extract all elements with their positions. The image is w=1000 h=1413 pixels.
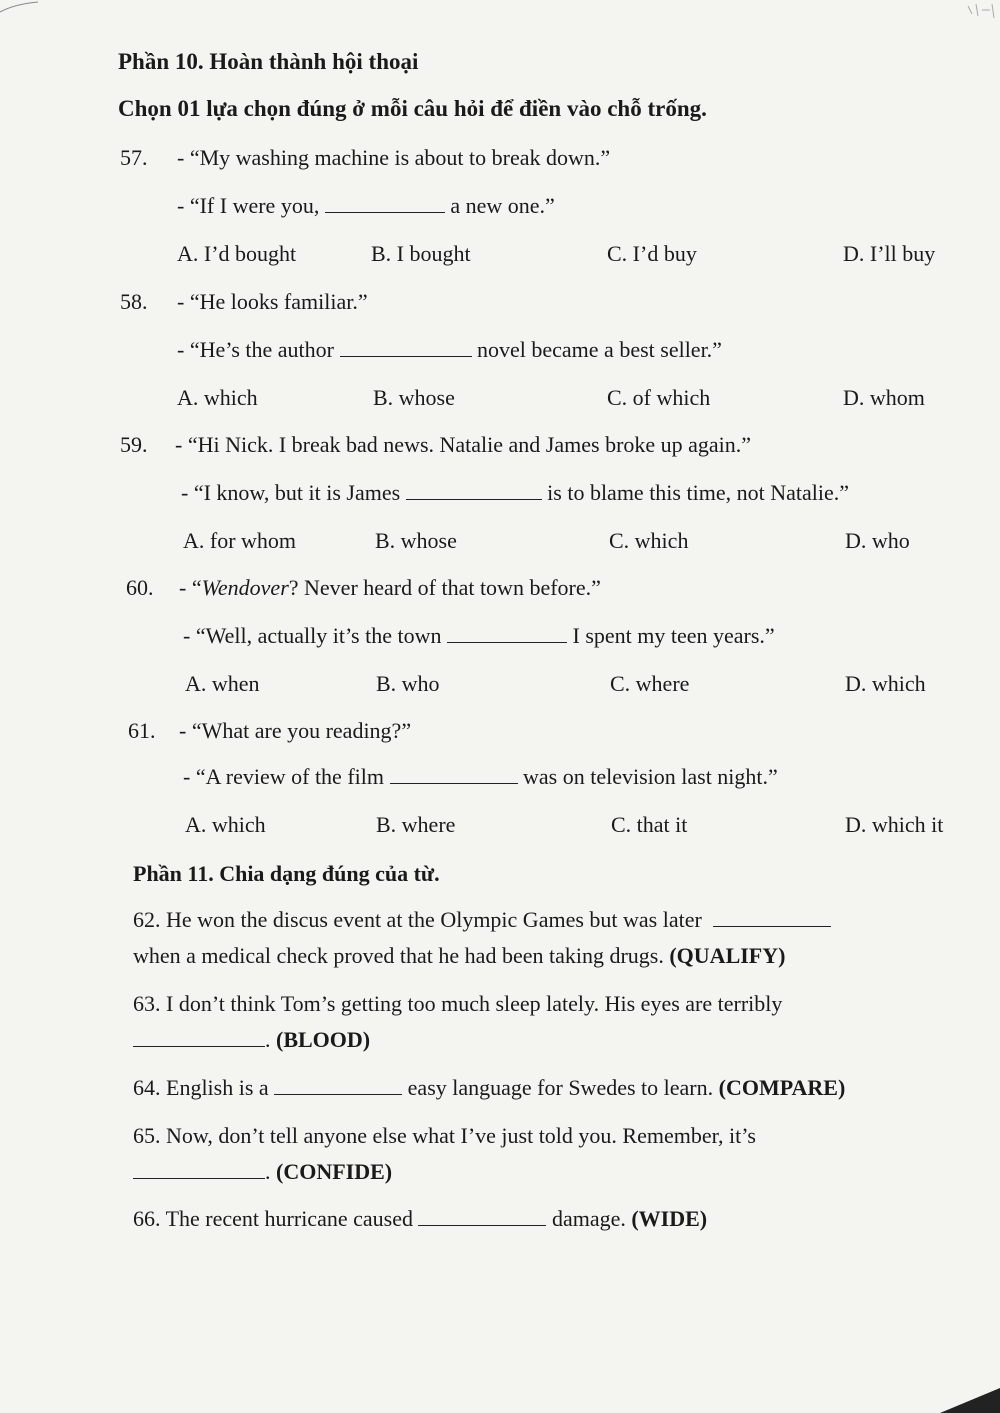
q60-line1-prefix: - “ — [179, 575, 202, 600]
wf64-line — [133, 1074, 845, 1102]
wf66-after: damage. — [551, 1206, 626, 1231]
q59-line1: - “Hi Nick. I break bad news. Natalie and James broke up again.” — [175, 432, 752, 457]
part11-title: Phần 11. Chia dạng đúng của từ. — [133, 861, 440, 886]
q59-option-a[interactable]: A. for whom — [183, 528, 297, 553]
q60-line2-after: I spent my teen years.” — [572, 623, 775, 648]
wf62-keyword: (QUALIFY) — [669, 943, 786, 968]
q60-line2-before: - “Well, actually it’s the town — [183, 623, 442, 648]
wf65-line2 — [133, 1158, 392, 1186]
q58-answer-blank[interactable] — [340, 338, 472, 357]
q58-line2 — [177, 336, 722, 364]
q61-number: 61. — [128, 718, 156, 743]
wf66-answer-blank[interactable] — [418, 1207, 546, 1226]
q57-line2-after: a new one.” — [450, 193, 555, 218]
q59-line2-after: is to blame this time, not Natalie.” — [547, 480, 849, 505]
wf63-period: . — [265, 1027, 271, 1052]
q58-line1: - “He looks familiar.” — [177, 289, 368, 314]
q60-line1-suffix: ? Never heard of that town before.” — [288, 575, 601, 600]
q58-line2-after: novel became a best seller.” — [477, 337, 722, 362]
q60-option-a[interactable]: A. when — [185, 671, 260, 696]
q57-line1: - “My washing machine is about to break down.” — [177, 145, 611, 170]
q60-option-c[interactable]: C. where — [610, 671, 690, 696]
wf63-keyword: (BLOOD) — [276, 1027, 371, 1052]
q59-option-b[interactable]: B. whose — [375, 528, 457, 553]
q58-option-c[interactable]: C. of which — [607, 385, 711, 410]
wf65-answer-blank[interactable] — [133, 1160, 265, 1179]
corner-scribble-top-left — [0, 0, 40, 20]
wf62-line1 — [133, 906, 831, 934]
q60-answer-blank[interactable] — [447, 624, 567, 643]
wf65-keyword: (CONFIDE) — [276, 1159, 393, 1184]
q59-answer-blank[interactable] — [406, 481, 542, 500]
q57-line2-before: - “If I were you, — [177, 193, 320, 218]
wf63-line1: 63. I don’t think Tom’s getting too much sleep lately. His eyes are terribly — [133, 991, 783, 1016]
q59-option-d[interactable]: D. who — [845, 528, 910, 553]
wf64-before: 64. English is a — [133, 1075, 269, 1100]
wf63-answer-blank[interactable] — [133, 1028, 265, 1047]
wf62-text-cont: when a medical check proved that he had been taking drugs. — [133, 943, 664, 968]
part10-instruction: Chọn 01 lựa chọn đúng ở mỗi câu hỏi để điền vào chỗ trống. — [118, 96, 707, 121]
q61-option-d[interactable]: D. which it — [845, 812, 944, 837]
q60-option-d[interactable]: D. which — [845, 671, 926, 696]
q61-answer-blank[interactable] — [390, 765, 518, 784]
q59-option-c[interactable]: C. which — [609, 528, 689, 553]
wf64-answer-blank[interactable] — [274, 1076, 402, 1095]
q58-number: 58. — [120, 289, 148, 314]
q58-line2-before: - “He’s the author — [177, 337, 334, 362]
q59-line2-before: - “I know, but it is James — [181, 480, 401, 505]
q57-line2 — [177, 192, 555, 220]
wf66-line — [133, 1205, 707, 1233]
q61-option-c[interactable]: C. that it — [611, 812, 688, 837]
q57-option-c[interactable]: C. I’d buy — [607, 241, 697, 266]
q61-line2 — [183, 763, 778, 791]
wf66-keyword: (WIDE) — [631, 1206, 708, 1231]
part10-title: Phần 10. Hoàn thành hội thoại — [118, 49, 419, 74]
scan-shadow-bottom-right — [940, 1380, 1000, 1413]
wf64-keyword: (COMPARE) — [718, 1075, 846, 1100]
q60-number: 60. — [126, 575, 154, 600]
q61-line1: - “What are you reading?” — [179, 718, 412, 743]
corner-mark-top-right — [962, 0, 1000, 22]
q57-option-d[interactable]: D. I’ll buy — [843, 241, 936, 266]
q61-line2-after: was on television last night.” — [523, 764, 778, 789]
q60-option-b[interactable]: B. who — [376, 671, 440, 696]
wf62-answer-blank[interactable] — [713, 908, 831, 927]
q57-option-a[interactable]: A. I’d bought — [177, 241, 297, 266]
q57-option-b[interactable]: B. I bought — [371, 241, 471, 266]
q58-option-b[interactable]: B. whose — [373, 385, 455, 410]
q60-town-name: Wendover — [201, 575, 289, 600]
wf65-line1: 65. Now, don’t tell anyone else what I’ve just told you. Remember, it’s — [133, 1123, 756, 1148]
q61-option-a[interactable]: A. which — [185, 812, 266, 837]
q61-option-b[interactable]: B. where — [376, 812, 456, 837]
q60-line1 — [179, 574, 601, 602]
wf62-line2 — [133, 942, 785, 970]
wf65-period: . — [265, 1159, 271, 1184]
wf66-before: 66. The recent hurricane caused — [133, 1206, 413, 1231]
q57-answer-blank[interactable] — [325, 194, 445, 213]
q57-number: 57. — [120, 145, 148, 170]
wf63-line2 — [133, 1026, 370, 1054]
q59-number: 59. — [120, 432, 148, 457]
wf64-after: easy language for Swedes to learn. — [407, 1075, 714, 1100]
q61-line2-before: - “A review of the film — [183, 764, 384, 789]
q58-option-a[interactable]: A. which — [177, 385, 258, 410]
q59-line2 — [181, 479, 849, 507]
q60-line2 — [183, 622, 775, 650]
wf62-text: 62. He won the discus event at the Olympic Games but was later — [133, 907, 702, 932]
q58-option-d[interactable]: D. whom — [843, 385, 925, 410]
